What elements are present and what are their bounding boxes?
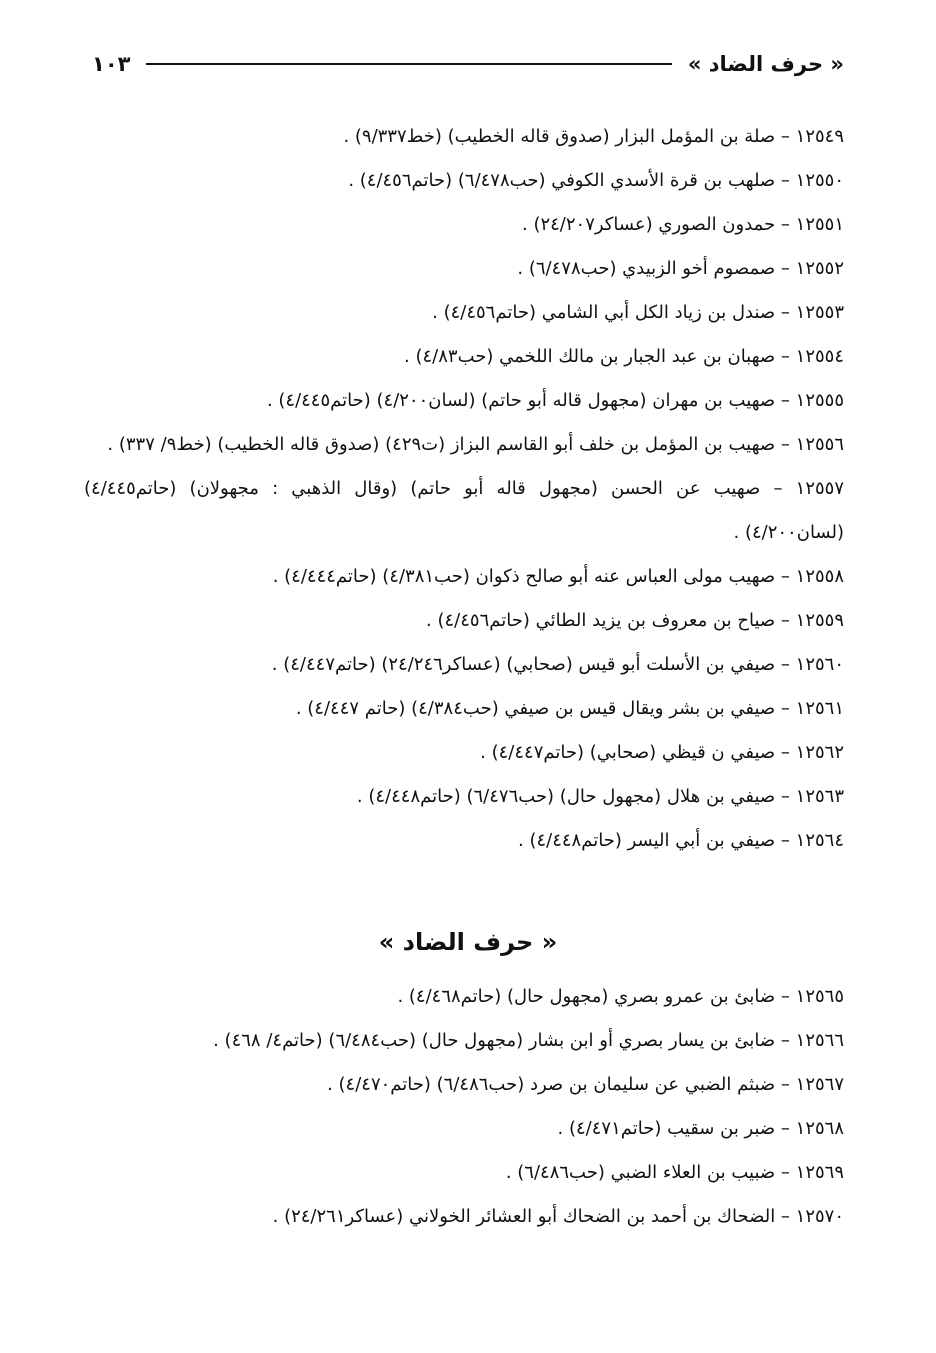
entry-text: صيفي بن بشر ويقال قيس بن صيفي (حب٤/٣٨٤) (حاتم ٤/٤٤٧) . xyxy=(295,698,776,719)
entry-text: صهيب بن مهران (مجهول قاله أبو حاتم) (لسان٤/٢٠٠) (حاتم٤/٤٤٥) . xyxy=(266,390,776,411)
entry-12553: ١٢٥٥٣ – صندل بن زياد الكل أبي الشامي (حاتم٤/٤٥٦) . xyxy=(432,302,844,323)
entry-text: صياح بن معروف بن يزيد الطائي (حاتم٤/٤٥٦) . xyxy=(426,610,776,631)
entry-text: صمصوم أخو الزبيدي (حب٦/٤٧٨) . xyxy=(517,258,776,279)
entry-12569: ١٢٥٦٩ – ضبيب بن العلاء الضبي (حب٦/٤٨٦) . xyxy=(505,1162,844,1183)
entry-number: ١٢٥٥١ xyxy=(795,214,844,235)
entry-number: ١٢٥٦٩ xyxy=(795,1162,844,1183)
entry-number: ١٢٥٦٠ xyxy=(795,654,844,675)
entry-12560: ١٢٥٦٠ – صيفي بن الأسلت أبو قيس (صحابي) (عساكر٢٤/٢٤٦) (حاتم٤/٤٤٧) . xyxy=(271,654,844,675)
entry-text: صيفي بن هلال (مجهول حال) (حب٦/٤٧٦) (حاتم٤/٤٤٨) . xyxy=(356,786,776,807)
entry-12558: ١٢٥٥٨ – صهيب مولى العباس عنه أبو صالح ذكوان (حب٤/٣٨١) (حاتم٤/٤٤٤) . xyxy=(272,566,844,587)
entry-12562: ١٢٥٦٢ – صيفي ن قيظي (صحابي) (حاتم٤/٤٤٧) . xyxy=(480,742,844,763)
entry-number: ١٢٥٦٧ xyxy=(795,1074,844,1095)
entry-number: ١٢٥٥٩ xyxy=(795,610,844,631)
entry-number: ١٢٥٥٨ xyxy=(795,566,844,587)
section-heading: « حرف الضاد » xyxy=(378,928,558,956)
entry-number: ١٢٥٥٢ xyxy=(795,258,844,279)
entry-number: ١٢٥٦٥ xyxy=(795,986,844,1007)
entry-text: صهيب بن المؤمل بن خلف أبو القاسم البزاز (ت٤٢٩) (صدوق قاله الخطيب) (خط٩/ ٣٣٧) . xyxy=(107,434,776,455)
entry-12550: ١٢٥٥٠ – صلهب بن قرة الأسدي الكوفي (حب٦/٤٧٨) (حاتم٤/٤٥٦) . xyxy=(348,170,844,191)
entry-12559: ١٢٥٥٩ – صياح بن معروف بن يزيد الطائي (حاتم٤/٤٥٦) . xyxy=(426,610,844,631)
entry-text: صيفي بن أبي اليسر (حاتم٤/٤٤٨) . xyxy=(518,830,776,851)
entry-number: ١٢٥٥٠ xyxy=(795,170,844,191)
entry-number: ١٢٥٥٤ xyxy=(795,346,844,367)
entry-12549: ١٢٥٤٩ – صلة بن المؤمل البزار (صدوق قاله الخطيب) (خط٩/٣٣٧) . xyxy=(343,126,844,147)
entry-12567: ١٢٥٦٧ – ضبثم الضبي عن سليمان بن صرد (حب٦/٤٨٦) (حاتم٤/٤٧٠) . xyxy=(327,1074,844,1095)
entry-text: ضابئ بن يسار بصري أو ابن بشار (مجهول حال) (حب٦/٤٨٤) (حاتم٤/ ٤٦٨) . xyxy=(213,1030,776,1051)
running-title: « حرف الضاد » xyxy=(687,52,844,76)
entry-12565: ١٢٥٦٥ – ضابئ بن عمرو بصري (مجهول حال) (حاتم٤/٤٦٨) . xyxy=(397,986,844,1007)
entry-text: صلهب بن قرة الأسدي الكوفي (حب٦/٤٧٨) (حاتم٤/٤٥٦) . xyxy=(348,170,776,191)
entry-12556: ١٢٥٥٦ – صهيب بن المؤمل بن خلف أبو القاسم البزاز (ت٤٢٩) (صدوق قاله الخطيب) (خط٩/ ٣٣٧) . xyxy=(107,434,844,455)
entry-number: ١٢٥٦١ xyxy=(795,698,844,719)
entry-number: ١٢٥٦٨ xyxy=(795,1118,844,1139)
header-rule xyxy=(146,63,671,65)
entry-text: ضبيب بن العلاء الضبي (حب٦/٤٨٦) . xyxy=(505,1162,776,1183)
entry-text: ضبر بن سقيب (حاتم٤/٤٧١) . xyxy=(557,1118,776,1139)
entry-text: ضابئ بن عمرو بصري (مجهول حال) (حاتم٤/٤٦٨) . xyxy=(397,986,776,1007)
entry-text: صيفي ن قيظي (صحابي) (حاتم٤/٤٤٧) . xyxy=(480,742,776,763)
entry-number: ١٢٥٦٣ xyxy=(795,786,844,807)
entry-12564: ١٢٥٦٤ – صيفي بن أبي اليسر (حاتم٤/٤٤٨) . xyxy=(518,830,844,851)
entry-12563: ١٢٥٦٣ – صيفي بن هلال (مجهول حال) (حب٦/٤٧٦) (حاتم٤/٤٤٨) . xyxy=(356,786,844,807)
running-header xyxy=(92,44,844,84)
entry-list-dad xyxy=(84,975,844,1239)
entry-12568: ١٢٥٦٨ – ضبر بن سقيب (حاتم٤/٤٧١) . xyxy=(557,1118,844,1139)
entry-number: ١٢٥٤٩ xyxy=(795,126,844,147)
entry-number: ١٢٥٦٢ xyxy=(795,742,844,763)
entry-list xyxy=(84,115,844,863)
entry-number: ١٢٥٥٦ xyxy=(795,434,844,455)
entry-12551: ١٢٥٥١ – حمدون الصوري (عساكر٢٤/٢٠٧) . xyxy=(522,214,844,235)
entry-12557: ١٢٥٥٧ – صهيب عن الحسن (مجهول قاله أبو حاتم) (وقال الذهبي : مجهولان) (حاتم٤/٤٤٥) (لسان٤/٢٠٠) . xyxy=(84,478,844,543)
entry-text: ضبثم الضبي عن سليمان بن صرد (حب٦/٤٨٦) (حاتم٤/٤٧٠) . xyxy=(327,1074,776,1095)
entry-12552: ١٢٥٥٢ – صمصوم أخو الزبيدي (حب٦/٤٧٨) . xyxy=(517,258,844,279)
entry-12566: ١٢٥٦٦ – ضابئ بن يسار بصري أو ابن بشار (مجهول حال) (حب٦/٤٨٤) (حاتم٤/ ٤٦٨) . xyxy=(213,1030,844,1051)
entry-number: ١٢٥٦٦ xyxy=(795,1030,844,1051)
entry-text: الضحاك بن أحمد بن الضحاك أبو العشائر الخولاني (عساكر٢٤/٢٦١) . xyxy=(272,1206,776,1227)
entry-12555: ١٢٥٥٥ – صهيب بن مهران (مجهول قاله أبو حاتم) (لسان٤/٢٠٠) (حاتم٤/٤٤٥) . xyxy=(266,390,844,411)
entry-12561: ١٢٥٦١ – صيفي بن بشر ويقال قيس بن صيفي (حب٤/٣٨٤) (حاتم ٤/٤٤٧) . xyxy=(295,698,844,719)
entry-text: صيفي بن الأسلت أبو قيس (صحابي) (عساكر٢٤/٢٤٦) (حاتم٤/٤٤٧) . xyxy=(271,654,776,675)
entry-text: صلة بن المؤمل البزار (صدوق قاله الخطيب) (خط٩/٣٣٧) . xyxy=(343,126,776,147)
entry-text: صهبان بن عبد الجبار بن مالك اللخمي (حب٤/٨٣) . xyxy=(404,346,776,367)
entry-number: ١٢٥٦٤ xyxy=(795,830,844,851)
entry-12554: ١٢٥٥٤ – صهبان بن عبد الجبار بن مالك اللخمي (حب٤/٨٣) . xyxy=(404,346,844,367)
entry-text: صهيب عن الحسن (مجهول قاله أبو حاتم) (وقال الذهبي : مجهولان) (حاتم٤/٤٤٥) (لسان٤/٢٠٠) . xyxy=(84,478,844,543)
page-number: ١٠٣ xyxy=(92,52,131,76)
entry-text: حمدون الصوري (عساكر٢٤/٢٠٧) . xyxy=(522,214,776,235)
entry-number: ١٢٥٥٣ xyxy=(795,302,844,323)
entry-number: ١٢٥٥٧ xyxy=(795,478,844,499)
entry-12570: ١٢٥٧٠ – الضحاك بن أحمد بن الضحاك أبو العشائر الخولاني (عساكر٢٤/٢٦١) . xyxy=(272,1206,844,1227)
entry-number: ١٢٥٧٠ xyxy=(795,1206,844,1227)
entry-number: ١٢٥٥٥ xyxy=(795,390,844,411)
entry-text: صندل بن زياد الكل أبي الشامي (حاتم٤/٤٥٦) . xyxy=(432,302,776,323)
entry-text: صهيب مولى العباس عنه أبو صالح ذكوان (حب٤/٣٨١) (حاتم٤/٤٤٤) . xyxy=(272,566,776,587)
